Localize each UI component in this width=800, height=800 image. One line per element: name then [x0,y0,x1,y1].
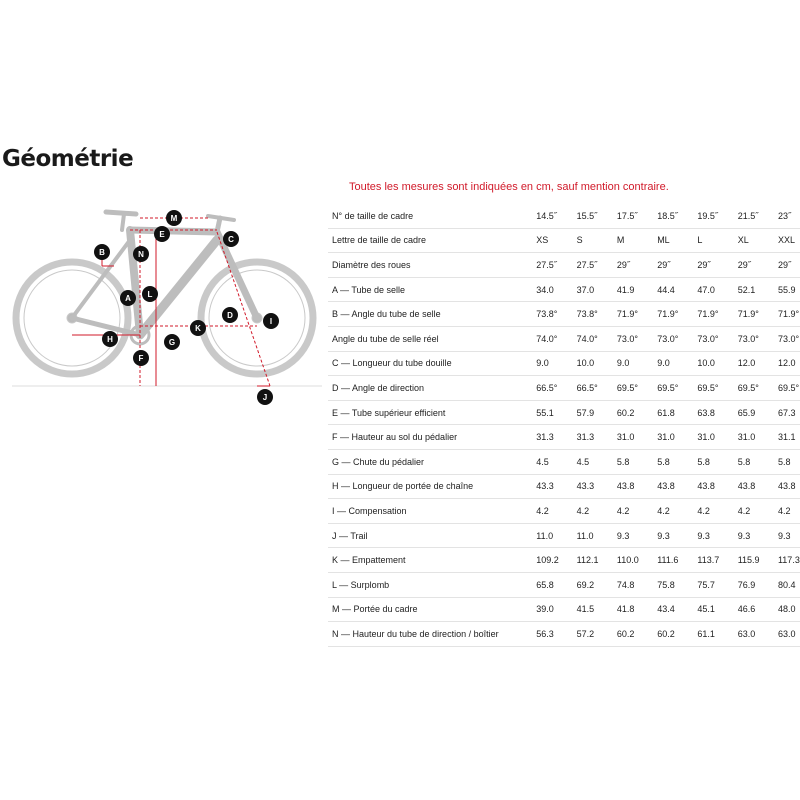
svg-text:H: H [107,335,113,344]
page-title: Géométrie [2,146,134,172]
svg-text:B: B [99,248,105,257]
row-value: 15.5˝ [575,204,615,228]
row-label: L — Surplomb [328,572,534,597]
row-value: 34.0 [534,277,574,302]
row-value: 69.5° [695,376,735,401]
row-value: 46.6 [736,597,776,622]
row-value: 9.3 [736,523,776,548]
svg-text:D: D [227,311,233,320]
row-label: H — Longueur de portée de chaîne [328,474,534,499]
label-l [142,286,158,302]
row-value: 12.0 [736,351,776,376]
table-row [328,277,800,302]
row-value: 115.9 [736,548,776,573]
row-value: S [575,228,615,253]
row-value: XS [534,228,574,253]
row-value: 11.0 [534,523,574,548]
row-value: 4.2 [736,499,776,524]
row-value: 31.0 [695,425,735,450]
label-g [164,334,180,350]
row-value: 9.3 [776,523,800,548]
label-n [133,246,149,262]
row-value: 4.2 [655,499,695,524]
table-row [328,228,800,253]
row-value: 14.5˝ [534,204,574,228]
label-k [190,320,206,336]
row-value: 73.0° [615,326,655,351]
label-m [166,210,182,226]
row-value: 71.9° [695,302,735,327]
row-label: G — Chute du pédalier [328,449,534,474]
row-value: 74.8 [615,572,655,597]
row-value: 63.0 [736,622,776,647]
row-value: 12.0 [776,351,800,376]
row-value: 66.5° [534,376,574,401]
row-value: 21.5˝ [736,204,776,228]
row-value: 4.2 [776,499,800,524]
row-value: 110.0 [615,548,655,573]
row-value: 11.0 [575,523,615,548]
row-value: 18.5˝ [655,204,695,228]
row-value: 43.8 [655,474,695,499]
row-value: 73.0° [736,326,776,351]
row-value: 39.0 [534,597,574,622]
row-value: 23˝ [776,204,800,228]
row-value: 31.3 [575,425,615,450]
table-row [328,523,800,548]
row-value: 44.4 [655,277,695,302]
row-label: A — Tube de selle [328,277,534,302]
row-value: 74.0° [534,326,574,351]
row-value: 75.7 [695,572,735,597]
row-value: 27.5˝ [575,253,615,278]
row-value: 10.0 [575,351,615,376]
row-value: XXL [776,228,800,253]
label-d [222,307,238,323]
row-value: 9.3 [615,523,655,548]
row-value: 4.5 [575,449,615,474]
row-label: I — Compensation [328,499,534,524]
table-row [328,499,800,524]
row-value: 9.0 [534,351,574,376]
row-label: N° de taille de cadre [328,204,534,228]
row-value: 4.5 [534,449,574,474]
row-label: Lettre de taille de cadre [328,228,534,253]
row-value: 80.4 [776,572,800,597]
row-value: 43.8 [615,474,655,499]
row-value: 5.8 [695,449,735,474]
row-value: 63.0 [776,622,800,647]
row-value: 69.5° [776,376,800,401]
svg-text:M: M [170,214,178,223]
row-value: 69.5° [736,376,776,401]
row-label: B — Angle du tube de selle [328,302,534,327]
row-value: 43.8 [695,474,735,499]
table-row [328,376,800,401]
table-row [328,302,800,327]
table-row [328,351,800,376]
table-row [328,622,800,647]
label-f [133,350,149,366]
row-value: 69.2 [575,572,615,597]
row-value: 19.5˝ [695,204,735,228]
row-label: E — Tube supérieur efficient [328,400,534,425]
row-value: 73.8° [534,302,574,327]
row-value: M [615,228,655,253]
row-value: 31.0 [615,425,655,450]
row-value: 65.8 [534,572,574,597]
row-value: 29˝ [615,253,655,278]
row-value: 61.1 [695,622,735,647]
row-value: 111.6 [655,548,695,573]
row-value: 61.8 [655,400,695,425]
row-value: 9.3 [655,523,695,548]
row-label: Diamètre des roues [328,253,534,278]
row-value: 5.8 [776,449,800,474]
svg-text:A: A [125,294,131,303]
row-value: 113.7 [695,548,735,573]
row-value: 27.5˝ [534,253,574,278]
row-value: L [695,228,735,253]
row-value: 73.0° [695,326,735,351]
row-value: 71.9° [736,302,776,327]
row-label: Angle du tube de selle réel [328,326,534,351]
row-value: 9.0 [655,351,695,376]
row-value: 17.5˝ [615,204,655,228]
row-value: 71.9° [615,302,655,327]
row-value: 73.0° [776,326,800,351]
row-value: 47.0 [695,277,735,302]
svg-text:L: L [147,290,153,299]
geometry-table [328,204,800,647]
svg-text:C: C [228,235,234,244]
row-value: 43.8 [776,474,800,499]
row-value: 29˝ [655,253,695,278]
row-value: 4.2 [695,499,735,524]
row-label: F — Hauteur au sol du pédalier [328,425,534,450]
row-value: 41.8 [615,597,655,622]
row-value: 31.0 [655,425,695,450]
row-value: 5.8 [615,449,655,474]
svg-text:G: G [168,338,176,347]
row-value: 57.9 [575,400,615,425]
row-value: XL [736,228,776,253]
row-value: 45.1 [695,597,735,622]
row-value: 69.5° [655,376,695,401]
row-value: 60.2 [655,622,695,647]
label-h [102,331,118,347]
svg-text:E: E [159,230,165,239]
row-value: 43.4 [655,597,695,622]
label-a [120,290,136,306]
row-value: 67.3 [776,400,800,425]
row-value: 48.0 [776,597,800,622]
table-row [328,400,800,425]
row-value: 31.1 [776,425,800,450]
row-value: 60.2 [615,622,655,647]
table-row [328,449,800,474]
row-value: 63.8 [695,400,735,425]
row-value: 41.9 [615,277,655,302]
table-row [328,253,800,278]
svg-text:J: J [262,393,268,402]
row-value: 9.3 [695,523,735,548]
row-value: 5.8 [655,449,695,474]
row-value: 43.3 [534,474,574,499]
table-row [328,425,800,450]
row-value: 65.9 [736,400,776,425]
row-value: 4.2 [534,499,574,524]
row-value: 74.0° [575,326,615,351]
row-value: 10.0 [695,351,735,376]
row-value: 75.8 [655,572,695,597]
label-j [257,389,273,405]
row-value: 57.2 [575,622,615,647]
row-value: 31.3 [534,425,574,450]
row-value: 4.2 [615,499,655,524]
row-value: 60.2 [615,400,655,425]
row-value: 109.2 [534,548,574,573]
row-value: ML [655,228,695,253]
table-row [328,326,800,351]
row-label: M — Portée du cadre [328,597,534,622]
table-row [328,597,800,622]
row-value: 41.5 [575,597,615,622]
row-value: 66.5° [575,376,615,401]
row-value: 43.8 [736,474,776,499]
table-row [328,204,800,228]
row-value: 73.8° [575,302,615,327]
row-value: 31.0 [736,425,776,450]
row-value: 56.3 [534,622,574,647]
row-value: 29˝ [776,253,800,278]
row-value: 55.1 [534,400,574,425]
row-value: 55.9 [776,277,800,302]
table-row [328,548,800,573]
row-value: 43.3 [575,474,615,499]
row-value: 73.0° [655,326,695,351]
row-label: C — Longueur du tube douille [328,351,534,376]
table-row [328,572,800,597]
row-value: 29˝ [736,253,776,278]
svg-text:I: I [269,317,273,326]
units-note: Toutes les mesures sont indiquées en cm, sauf mention contraire. [349,181,669,193]
row-value: 71.9° [776,302,800,327]
row-value: 9.0 [615,351,655,376]
row-value: 29˝ [695,253,735,278]
label-e [154,226,170,242]
row-value: 4.2 [575,499,615,524]
bike-geometry-diagram [12,200,322,410]
row-label: D — Angle de direction [328,376,534,401]
row-value: 112.1 [575,548,615,573]
svg-text:K: K [195,324,201,333]
row-value: 52.1 [736,277,776,302]
row-value: 71.9° [655,302,695,327]
label-c [223,231,239,247]
row-value: 37.0 [575,277,615,302]
row-label: K — Empattement [328,548,534,573]
row-value: 76.9 [736,572,776,597]
row-label: J — Trail [328,523,534,548]
svg-text:F: F [138,354,144,363]
row-value: 69.5° [615,376,655,401]
label-b [94,244,110,260]
row-value: 117.3 [776,548,800,573]
table-row [328,474,800,499]
row-label: N — Hauteur du tube de direction / boîtier [328,622,534,647]
svg-text:N: N [138,250,144,259]
label-i [263,313,279,329]
row-value: 5.8 [736,449,776,474]
